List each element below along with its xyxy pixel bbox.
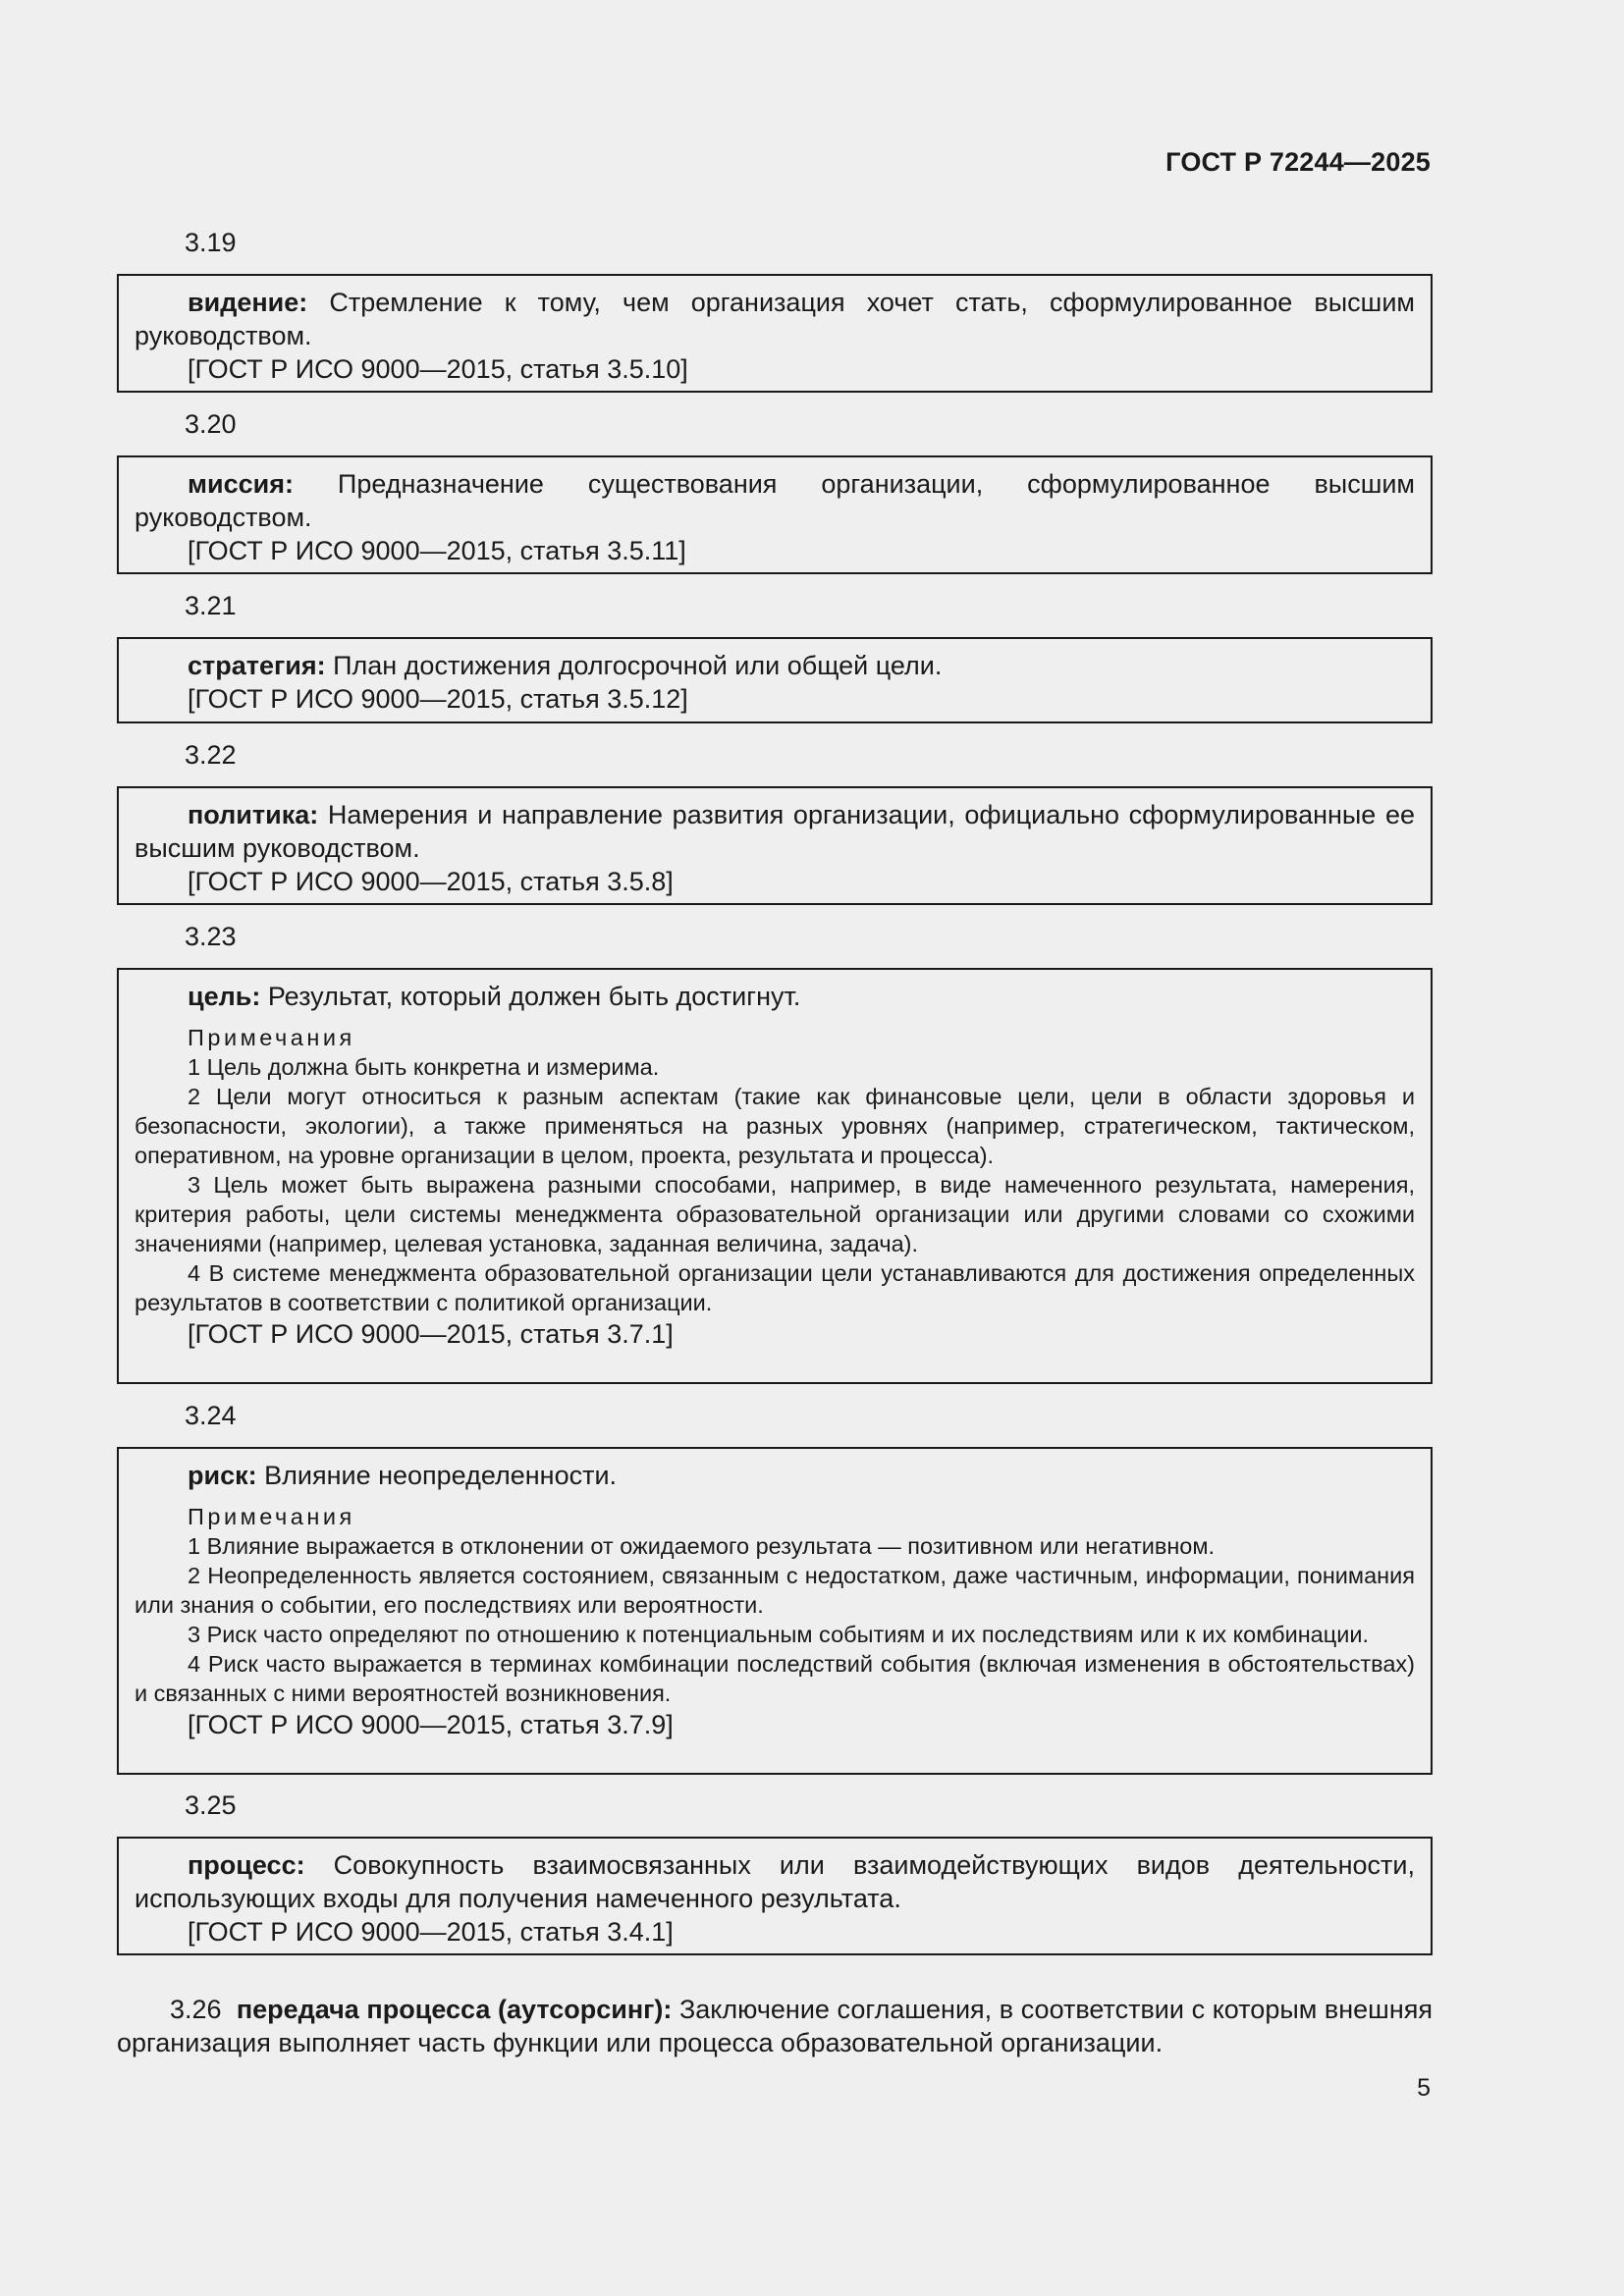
notes-block xyxy=(135,1502,1415,1708)
term-definition xyxy=(135,1459,1415,1492)
entry-number: 3.22 xyxy=(185,740,237,770)
term-box-objective xyxy=(117,968,1433,1384)
entry-number: 3.24 xyxy=(185,1401,237,1430)
definition-text: Заключение соглашения, в соответствии с которым внешняя организация выполняет часть функции или процесса образовательной организации. xyxy=(117,1995,1433,2057)
entry-number: 3.23 xyxy=(185,922,237,951)
term-reference: [ГОСТ Р ИСО 9000—2015, статья 3.5.12] xyxy=(188,684,688,714)
term-definition xyxy=(135,467,1415,534)
page-number: 5 xyxy=(1417,2074,1431,2102)
term-box-mission xyxy=(117,455,1433,574)
term-definition xyxy=(117,1993,1433,2059)
term-definition xyxy=(135,798,1415,865)
term-name: риск: xyxy=(188,1461,257,1490)
definition-text: Результат, который должен быть достигнут. xyxy=(260,982,801,1011)
document-code: ГОСТ Р 72244—2025 xyxy=(1165,147,1431,177)
notes-title: Примечания xyxy=(188,1025,355,1050)
term-definition xyxy=(135,649,1415,682)
term-name: политика: xyxy=(188,800,319,829)
note-item: 1 Влияние выражается в отклонении от ожидаемого результата — позитивном или негативном. xyxy=(188,1533,1216,1559)
note-item: 3 Цель может быть выражена разными способами, например, в виде намеченного результата, намерения, критерия работы, цели системы менеджмента образовательной организации или другими словами со схожими значениями (например, целевая установка, заданная величина, задача). xyxy=(135,1172,1415,1256)
term-definition xyxy=(135,1848,1415,1915)
term-box-risk xyxy=(117,1447,1433,1775)
entry-number: 3.19 xyxy=(185,228,237,257)
term-box-strategy xyxy=(117,637,1433,723)
definition-text: Совокупность взаимосвязанных или взаимодействующих видов деятельности, использующих входы для получения намеченного результата. xyxy=(135,1850,1415,1913)
term-box-policy xyxy=(117,786,1433,905)
term-name: цель: xyxy=(188,982,261,1011)
note-item: 3 Риск часто определяют по отношению к потенциальным событиям и их последствиям или к их комбинации. xyxy=(188,1622,1369,1647)
term-name: стратегия: xyxy=(188,651,326,680)
definition-text: План достижения долгосрочной или общей цели. xyxy=(325,651,943,680)
term-reference: [ГОСТ Р ИСО 9000—2015, статья 3.7.1] xyxy=(188,1319,674,1349)
note-item: 1 Цель должна быть конкретна и измерима. xyxy=(188,1054,660,1080)
note-item: 2 Неопределенность является состоянием, связанным с недостатком, даже частичным, информации, понимания или знания о событии, его последствиях или вероятности. xyxy=(135,1563,1415,1618)
term-name: миссия: xyxy=(188,469,294,499)
entry-number: 3.26 xyxy=(170,1995,222,2024)
note-item: 4 В системе менеджмента образовательной организации цели устанавливаются для достижения определенных результатов в соответствии с политикой организации. xyxy=(135,1260,1415,1315)
definition-text: Влияние неопределенности. xyxy=(256,1461,618,1490)
term-reference: [ГОСТ Р ИСО 9000—2015, статья 3.7.9] xyxy=(188,1710,674,1739)
term-name: передача процесса (аутсорсинг): xyxy=(236,1995,673,2024)
term-name: процесс: xyxy=(188,1850,305,1880)
entry-number: 3.25 xyxy=(185,1790,237,1820)
note-item: 2 Цели могут относиться к разным аспектам (такие как финансовые цели, цели в области здоровья и безопасности, экологии), а также применяться на разных уровнях (например, стратегическом, тактическом, оперативном, на уровне организации в целом, проекта, результата и процесса). xyxy=(135,1084,1415,1168)
term-box-vision xyxy=(117,274,1433,393)
definition-text: Стремление к тому, чем организация хочет стать, сформулированное высшим руководством. xyxy=(135,288,1415,350)
notes-title: Примечания xyxy=(188,1504,355,1529)
note-item: 4 Риск часто выражается в терминах комбинации последствий события (включая изменения в обстоятельствах) и связанных с ними вероятностей возникновения. xyxy=(135,1651,1415,1706)
term-definition xyxy=(135,286,1415,352)
term-paragraph-outsourcing xyxy=(117,1993,1433,2059)
term-reference: [ГОСТ Р ИСО 9000—2015, статья 3.5.8] xyxy=(188,867,674,896)
notes-block xyxy=(135,1023,1415,1317)
definition-text: Намерения и направление развития организации, официально сформулированные ее высшим руководством. xyxy=(135,800,1415,863)
term-reference: [ГОСТ Р ИСО 9000—2015, статья 3.5.10] xyxy=(188,354,688,384)
definition-text: Предназначение существования организации, сформулированное высшим руководством. xyxy=(135,469,1415,532)
entry-number: 3.21 xyxy=(185,591,237,620)
term-reference: [ГОСТ Р ИСО 9000—2015, статья 3.5.11] xyxy=(188,536,686,565)
term-name: видение: xyxy=(188,288,308,317)
term-box-process xyxy=(117,1837,1433,1955)
term-reference: [ГОСТ Р ИСО 9000—2015, статья 3.4.1] xyxy=(188,1917,674,1947)
entry-number: 3.20 xyxy=(185,409,237,439)
term-definition xyxy=(135,980,1415,1013)
